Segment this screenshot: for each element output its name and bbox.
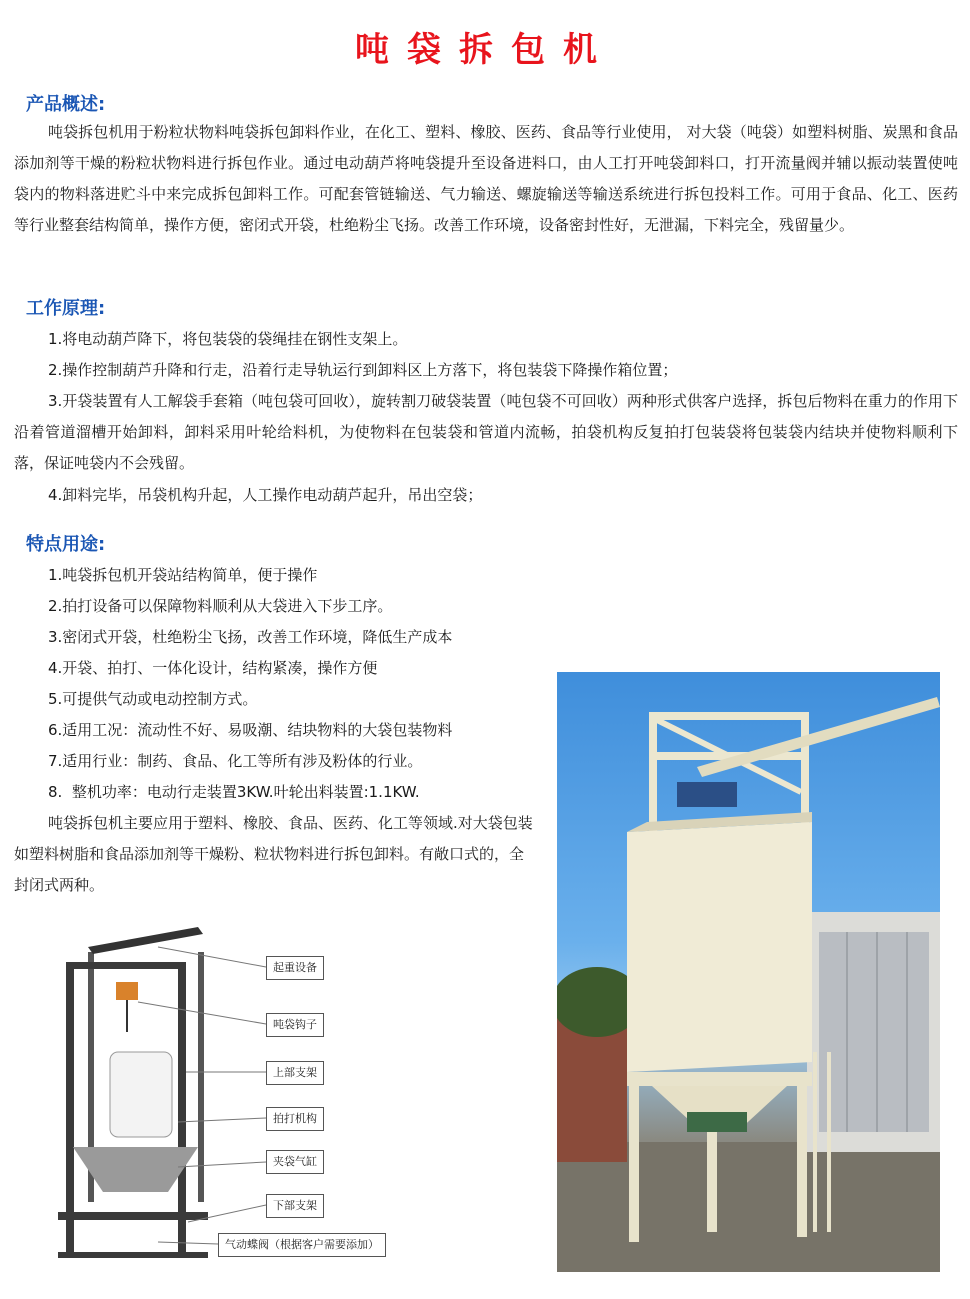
diagram-label-hook: 吨袋钩子 — [266, 1013, 324, 1037]
principle-item-1: 1.将电动葫芦降下，将包装袋的袋绳挂在钢性支架上。 — [48, 330, 408, 348]
feature-item-7: 7.适用行业：制药、食品、化工等所有涉及粉体的行业。 — [48, 752, 423, 770]
feature-item-2: 2.拍打设备可以保障物料顺利从大袋进入下步工序。 — [48, 597, 393, 615]
feature-item-1: 1.吨袋拆包机开袋站结构简单，便于操作 — [48, 566, 318, 584]
overview-text: 吨袋拆包机用于粉粒状物料吨袋拆包卸料作业，在化工、塑料、橡胶、医药、食品等行业使用， 对大袋（吨袋）如塑料树脂、炭黑和食品添加剂等干燥的粉粒状物料进行拆包作业。通过电动葫芦将吨袋提升至设备进料口，由人工打开吨袋卸料口，打开流量阀并辅以振动装置使吨袋内的物料落进贮斗中来完成拆包卸料工作。可配套管链输送、气力输送、螺旋输送等输送系统进行拆包投料工作。可用于食品、化工、医药等行业整套结构简单，操作方便，密闭式开袋，杜绝粉尘飞扬。改善工作环境，设备密封性好，无泄漏，下料完全，残留量少。 — [14, 123, 958, 234]
principle-item-4: 4.卸料完毕，吊袋机构升起，人工操作电动葫芦起升，吊出空袋； — [48, 486, 483, 504]
principle-item-2: 2.操作控制葫芦升降和行走，沿着行走导轨运行到卸料区上方落下，将包装袋下降操作箱位置； — [48, 361, 678, 379]
page-title: 吨袋拆包机 — [355, 30, 615, 70]
feature-item-8: 8. 整机功率：电动行走装置3KW.叶轮出料装置:1.1KW. — [48, 783, 420, 801]
diagram-label-upper-frame: 上部支架 — [266, 1061, 324, 1085]
diagram-label-lifting: 起重设备 — [266, 956, 324, 980]
feature-item-4: 4.开袋、拍打、一体化设计，结构紧凑，操作方便 — [48, 659, 378, 677]
application-text: 吨袋拆包机主要应用于塑料、橡胶、食品、医药、化工等领域.对大袋包装如塑料树脂和食品添加剂等干燥粉、粒状物料进行拆包卸料。有敞口式的，全封闭式两种。 — [14, 814, 533, 894]
machine-photo — [557, 672, 940, 1272]
structure-diagram — [28, 922, 396, 1280]
principle-heading: 工作原理: — [26, 298, 106, 319]
diagram-label-lower-frame: 下部支架 — [266, 1194, 324, 1218]
principle-item-3: 3.开袋装置有人工解袋手套箱（吨包袋可回收），旋转割刀破袋装置（吨包袋不可回收）两种形式供客户选择，拆包后物料在重力的作用下沿着管道溜槽开始卸料，卸料采用叶轮给料机，为使物料在包装袋和管道内流畅，拍袋机构反复拍打包装袋将包装袋内结块并使物料顺利下落，保证吨袋内不会残留。 — [14, 392, 958, 472]
feature-item-3: 3.密闭式开袋，杜绝粉尘飞扬，改善工作环境，降低生产成本 — [48, 628, 453, 646]
feature-item-5: 5.可提供气动或电动控制方式。 — [48, 690, 258, 708]
features-heading: 特点用途: — [26, 534, 106, 555]
feature-item-6: 6.适用工况：流动性不好、易吸潮、结块物料的大袋包装物料 — [48, 721, 453, 739]
diagram-label-cylinder: 夹袋气缸 — [266, 1150, 324, 1174]
diagram-label-valve: 气动蝶阀（根据客户需要添加） — [218, 1233, 386, 1257]
overview-heading: 产品概述: — [26, 94, 106, 115]
diagram-label-beater: 拍打机构 — [266, 1107, 324, 1131]
